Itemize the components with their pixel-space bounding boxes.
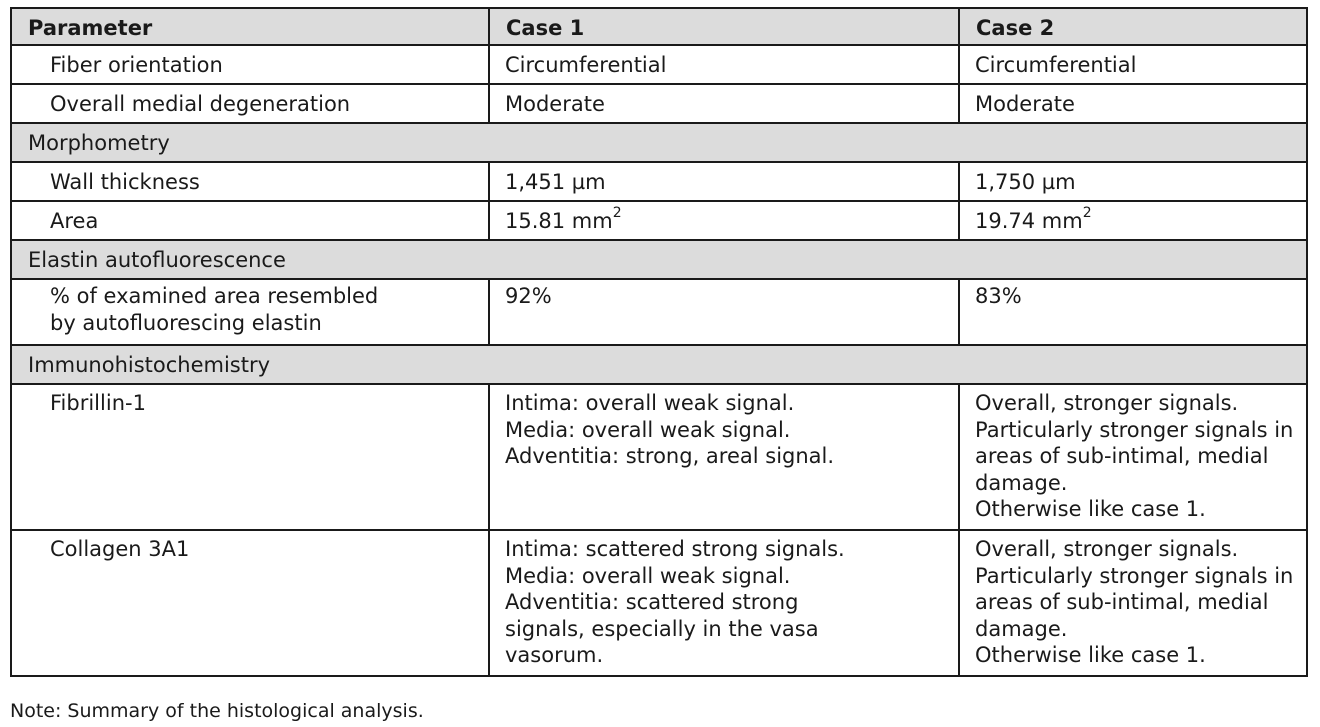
case2-fibrillin: [959, 384, 1307, 530]
cell-line: areas of sub-intimal, medial: [975, 444, 1269, 468]
case2-area-exponent: 2: [1082, 205, 1092, 221]
case2-collagen: [959, 530, 1307, 676]
table-row: [11, 530, 1307, 676]
param-collagen: Collagen 3A1: [11, 530, 489, 676]
section-immunohistochemistry: Immunohistochemistry: [11, 345, 1307, 384]
param-medial-degeneration: Overall medial degeneration: [11, 84, 489, 123]
case1-fibrillin: [489, 384, 959, 530]
table-row: [11, 162, 1307, 201]
table-row: [11, 279, 1307, 345]
header-row: [11, 8, 1307, 45]
case1-elastin-area: 92%: [489, 279, 959, 345]
case1-wall-thickness: 1,451 µm: [489, 162, 959, 201]
cell-line: Overall, stronger signals.: [975, 537, 1239, 561]
cell-line: Adventitia: scattered strong: [505, 590, 799, 614]
cell-line: Particularly stronger signals in: [975, 417, 1294, 442]
param-elastin-area: [11, 279, 489, 345]
cell-line: Intima: scattered strong signals.: [505, 537, 845, 561]
header-parameter: Parameter: [11, 8, 489, 45]
case1-area-exponent: 2: [612, 205, 622, 221]
param-area: Area: [11, 201, 489, 240]
cell-line: Otherwise like case 1.: [975, 643, 1206, 667]
table-note: Note: Summary of the histological analysis.: [10, 700, 424, 722]
section-elastin-autofluorescence: Elastin autofluorescence: [11, 240, 1307, 279]
section-row: [11, 345, 1307, 384]
cell-line: Intima: overall weak signal.: [505, 391, 795, 415]
cell-line: Overall, stronger signals.: [975, 391, 1239, 415]
cell-line: Media: overall weak signal.: [505, 417, 791, 442]
case2-fiber-orientation: Circumferential: [959, 45, 1307, 84]
header-case2: Case 2: [959, 8, 1307, 45]
table-row: [11, 84, 1307, 123]
section-row: [11, 240, 1307, 279]
case2-area: [959, 201, 1307, 240]
cell-line: damage.: [975, 616, 1068, 641]
cell-line: vasorum.: [505, 643, 604, 667]
param-fibrillin: Fibrillin-1: [11, 384, 489, 530]
param-fiber-orientation: Fiber orientation: [11, 45, 489, 84]
table-row: [11, 45, 1307, 84]
param-line: by autofluorescing elastin: [50, 310, 322, 335]
cell-line: Adventitia: strong, areal signal.: [505, 444, 835, 468]
case1-medial-degeneration: Moderate: [489, 84, 959, 123]
section-morphometry: Morphometry: [11, 123, 1307, 162]
header-case1: Case 1: [489, 8, 959, 45]
case2-wall-thickness: 1,750 µm: [959, 162, 1307, 201]
histology-table: [10, 7, 1308, 677]
section-row: [11, 123, 1307, 162]
case1-area: [489, 201, 959, 240]
case2-medial-degeneration: Moderate: [959, 84, 1307, 123]
cell-line: signals, especially in the vasa: [505, 616, 819, 641]
cell-line: Particularly stronger signals in: [975, 563, 1294, 588]
table-row: [11, 201, 1307, 240]
cell-line: Otherwise like case 1.: [975, 497, 1206, 521]
case1-collagen: [489, 530, 959, 676]
case2-elastin-area: 83%: [959, 279, 1307, 345]
case1-area-value: 15.81 mm: [505, 209, 613, 233]
cell-line: areas of sub-intimal, medial: [975, 590, 1269, 614]
cell-line: Media: overall weak signal.: [505, 563, 791, 588]
case1-fiber-orientation: Circumferential: [489, 45, 959, 84]
param-line: % of examined area resembled: [50, 284, 379, 308]
cell-line: damage.: [975, 470, 1068, 495]
table-row: [11, 384, 1307, 530]
param-wall-thickness: Wall thickness: [11, 162, 489, 201]
case2-area-value: 19.74 mm: [975, 209, 1083, 233]
